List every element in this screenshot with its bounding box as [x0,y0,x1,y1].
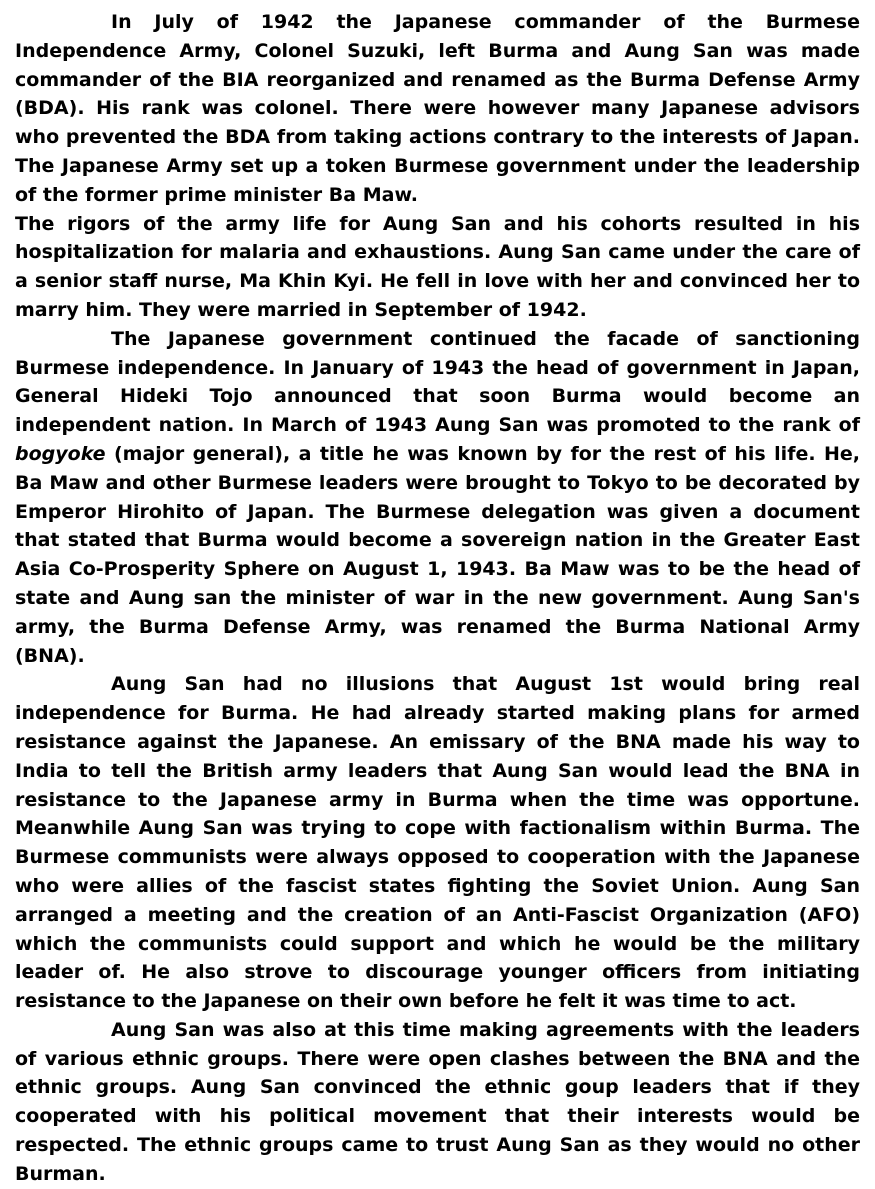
paragraph-3-text-after: (major general), a title he was known by for the rest of his life. He, Ba Maw and other Burmese leaders were brought to Tokyo to be decorated by Emperor Hirohito of Japan. The Burmese delegation was given a document that stated that Burma would become a sovereign nation in the Greater East Asia Co-Prosperity Sphere on August 1, 1943. Ba Maw was to be the head of state and Aung san the minister of war in the new government. Aung San's army, the Burma Defense Army, was renamed the Burma National Army (BNA). [15,442,860,667]
paragraph-2: The rigors of the army life for Aung San and his cohorts resulted in his hospitalization for malaria and exhaustions. Aung San came under the care of a senior staff nurse, Ma Khin Kyi. He fell in love with her and convinced her to marry him. They were married in September of 1942. [15,212,860,321]
paragraph-1: In July of 1942 the Japanese commander of the Burmese Independence Army, Colonel Suzuki, left Burma and Aung San was made commander of the BIA reorganized and renamed as the Burma Defense Army (BDA). His rank was colonel. There were however many Japanese advisors who prevented the BDA from taking actions contrary to the interests of Japan. The Japanese Army set up a token Burmese government under the leadership of the former prime minister Ba Maw. [15,11,860,206]
paragraph-5: Aung San was also at this time making agreements with the leaders of various ethnic groups. There were open clashes between the BNA and the ethnic groups. Aung San convinced the ethnic goup leaders that if they cooperated with his political movement that their interests would be respected. The ethnic groups came to trust Aung San as they would no other Burman. [15,1018,860,1185]
paragraph-3 [15,325,860,671]
paragraph-3-text-before: The Japanese government continued the facade of sanctioning Burmese independence. In January of 1943 the head of government in Japan, General Hideki Tojo announced that soon Burma would become an independent nation. In March of 1943 Aung San was promoted to the rank of [15,327,860,437]
paragraph-3-emphasis: bogyoke [15,442,106,465]
paragraph-4: Aung San had no illusions that August 1st would bring real independence for Burma. He had already started making plans for armed resistance against the Japanese. An emissary of the BNA made his way to India to tell the British army leaders that Aung San would lead the BNA in resistance to the Japanese army in Burma when the time was opportune. Meanwhile Aung San was trying to cope with factionalism within Burma. The Burmese communists were always opposed to cooperation with the Japanese who were allies of the fascist states fighting the Soviet Union. Aung San arranged a meeting and the creation of an Anti-Fascist Organization (AFO) which the communists could support and which he would be the military leader of. He also strove to discourage younger officers from initiating resistance to the Japanese on their own before he felt it was time to act. [15,673,860,1013]
